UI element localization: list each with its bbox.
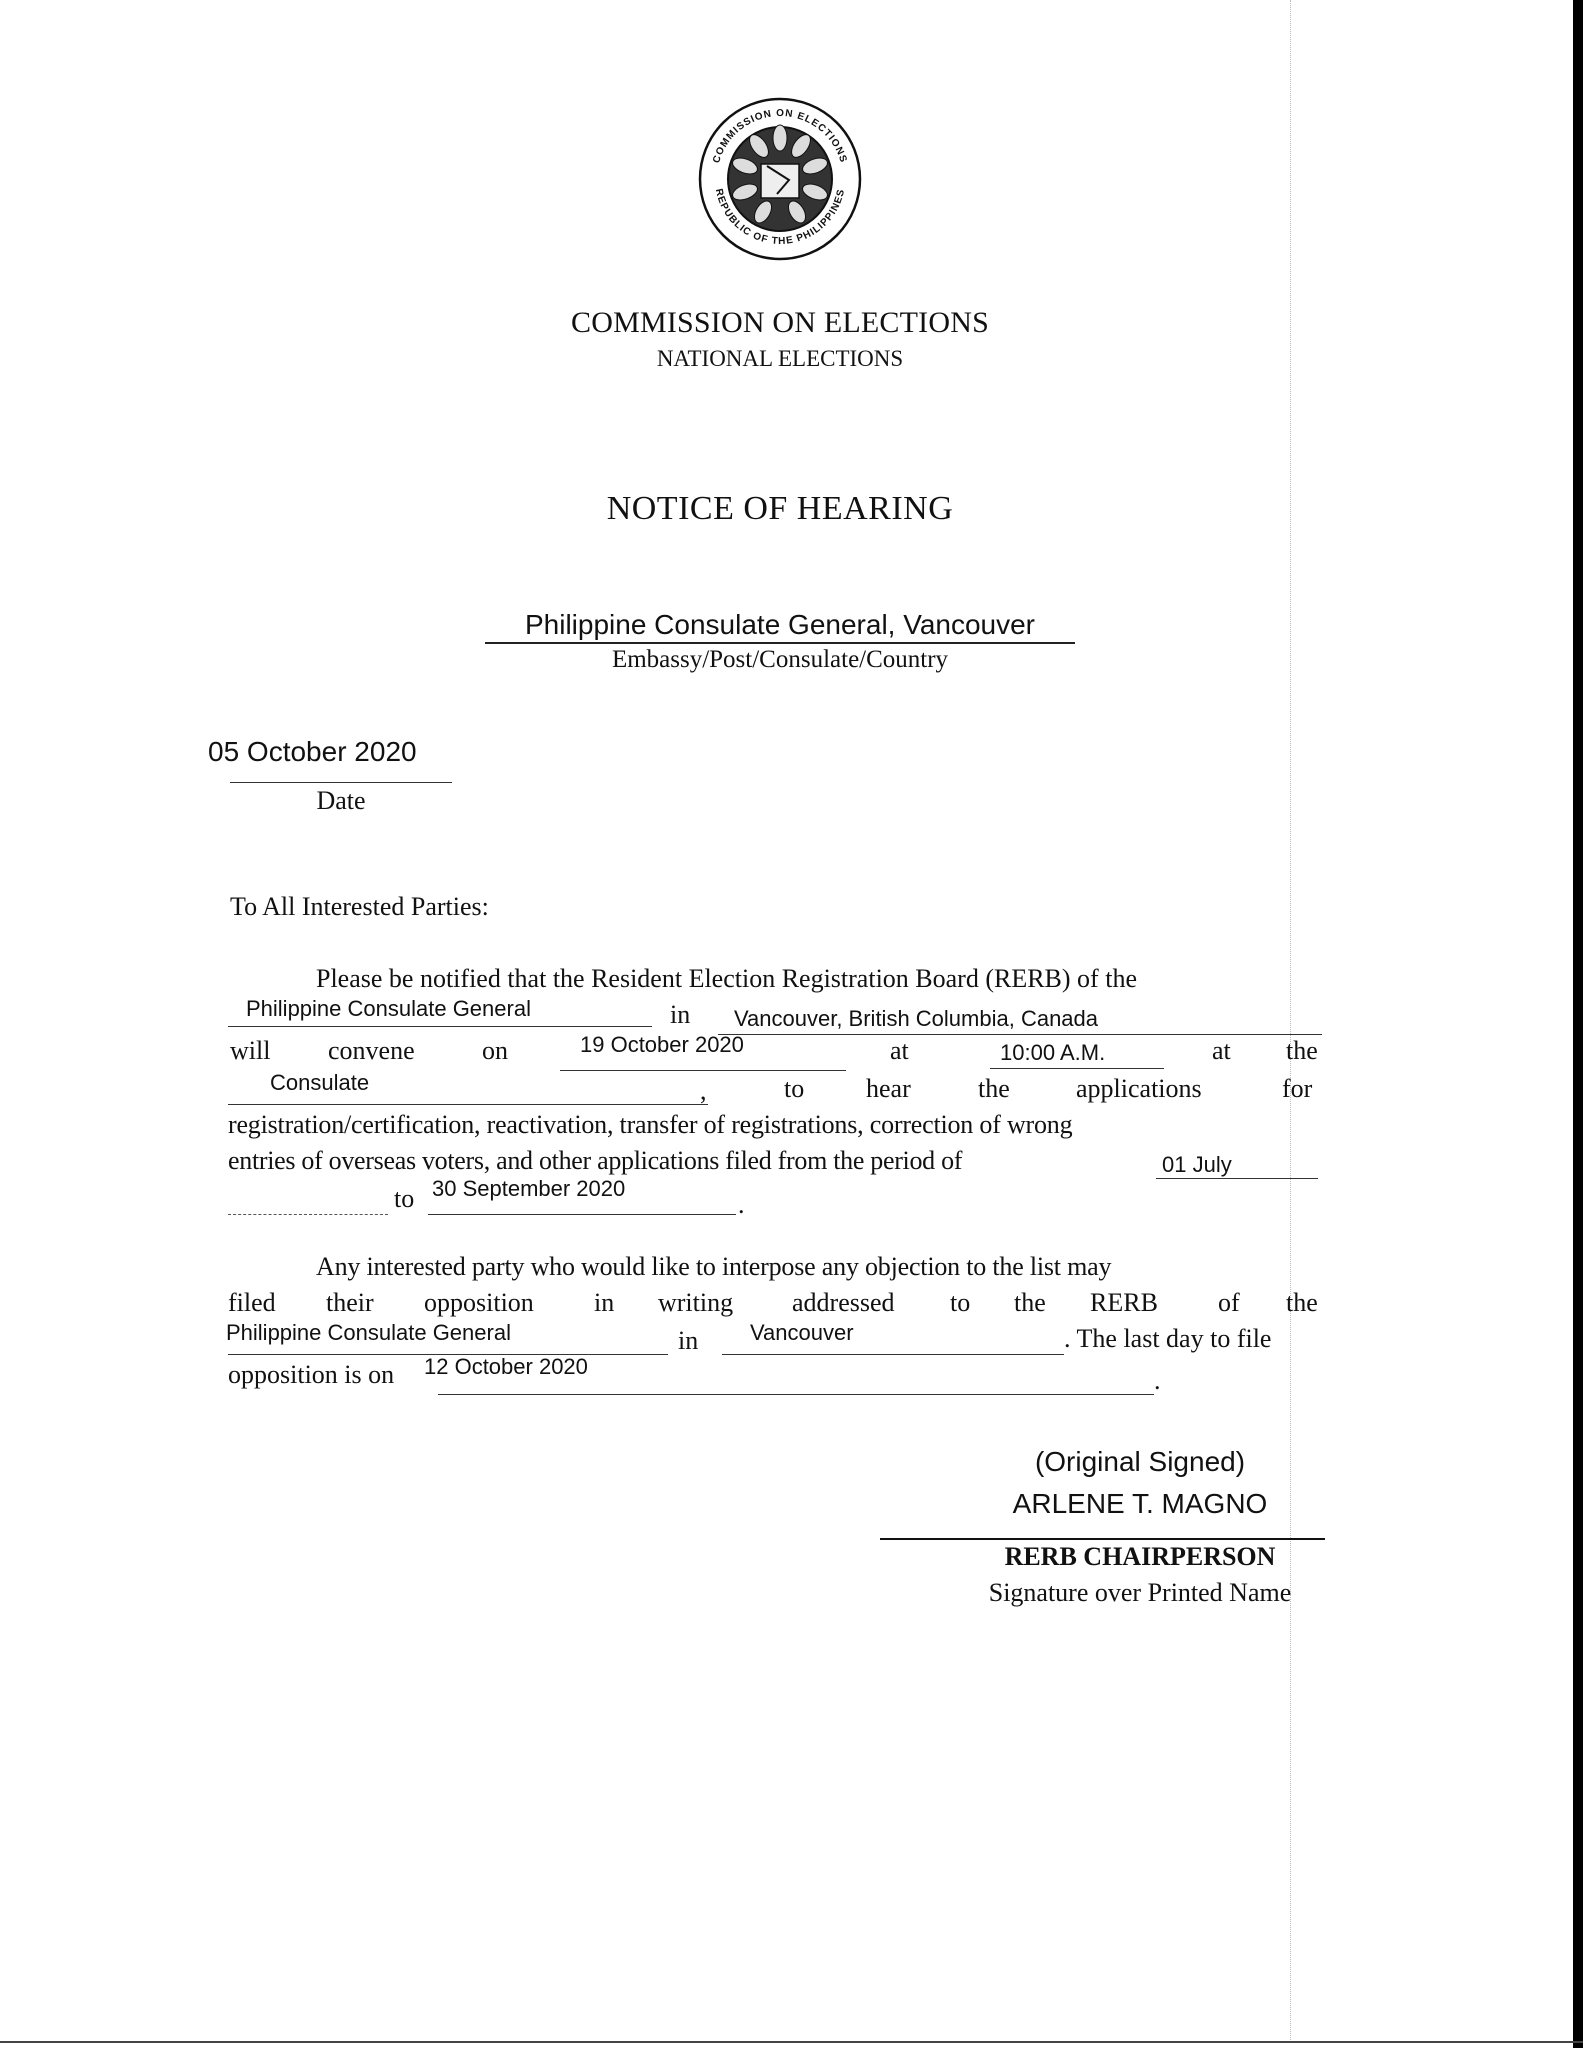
- period-end-dot: .: [738, 1190, 745, 1219]
- header-subtitle: NATIONAL ELECTIONS: [656, 346, 904, 371]
- date-value: 05 October 2020: [208, 736, 417, 767]
- venue-underline: [228, 1104, 708, 1105]
- hearing-time-fill: 10:00 A.M.: [1000, 1040, 1106, 1065]
- word-will: will: [230, 1036, 271, 1065]
- word-addressed: addressed: [792, 1288, 895, 1317]
- opposition-text: opposition is on: [228, 1360, 395, 1389]
- venue-comma: ,: [700, 1076, 707, 1105]
- period-start-underline-cont: [228, 1214, 388, 1215]
- post-label: Embassy/Post/Consulate/Country: [611, 646, 949, 673]
- word-the-3: the: [1014, 1288, 1046, 1317]
- hearing-date-fill: 19 October 2020: [580, 1032, 744, 1057]
- header-title: COMMISSION ON ELECTIONS: [571, 306, 989, 339]
- word-to: to: [784, 1074, 805, 1103]
- word-the-4: the: [1286, 1288, 1318, 1317]
- deadline-dot: .: [1154, 1366, 1161, 1395]
- svg-text:REPUBLIC OF THE PHILIPPINES: REPUBLIC OF THE PHILIPPINES: [712, 187, 848, 248]
- period-start-fill: 01 July: [1162, 1152, 1232, 1177]
- word-to-2: to: [950, 1288, 971, 1317]
- period-end-fill: 30 September 2020: [432, 1176, 626, 1201]
- opposition-post-fill: Philippine Consulate General: [226, 1320, 511, 1345]
- paragraph1-line1: Please be notified that the Resident Election Registration Board (RERB) of the: [316, 964, 1137, 993]
- rerb-post-fill: Philippine Consulate General: [246, 996, 531, 1021]
- signature-label: Signature over Printed Name: [988, 1578, 1292, 1607]
- word-their: their: [326, 1288, 374, 1317]
- word-rerb: RERB: [1090, 1288, 1158, 1317]
- paragraph2-line1: Any interested party who would like to interpose any objection to the list may: [316, 1252, 1112, 1281]
- svg-text:COMMISSION ON ELECTIONS: COMMISSION ON ELECTIONS: [711, 107, 849, 165]
- word-the: the: [1286, 1036, 1318, 1065]
- salutation: To All Interested Parties:: [230, 892, 489, 921]
- paragraph1-line5: registration/certification, reactivation, transfer of registrations, correction of wrong: [228, 1110, 1073, 1139]
- scan-bottom-edge: [0, 2041, 1583, 2043]
- word-at-1: at: [890, 1036, 909, 1065]
- word-in: in: [670, 1000, 691, 1029]
- word-filed: filed: [228, 1288, 276, 1317]
- word-of: of: [1218, 1288, 1240, 1317]
- word-in-3: in: [678, 1326, 699, 1355]
- word-opposition: opposition: [424, 1288, 534, 1317]
- location-underline: [718, 1034, 1322, 1035]
- venue-fill: Consulate: [270, 1070, 370, 1095]
- word-writing: writing: [658, 1288, 734, 1317]
- opposition-city-fill: Vancouver: [750, 1320, 854, 1345]
- opposition-city-underline: [722, 1354, 1064, 1355]
- paragraph1-line6: entries of overseas voters, and other applications filed from the period of: [228, 1146, 963, 1175]
- signatory-name: ARLENE T. MAGNO: [1012, 1488, 1268, 1519]
- notice-title: NOTICE OF HEARING: [606, 490, 954, 527]
- signatory-role: RERB CHAIRPERSON: [1004, 1542, 1276, 1571]
- word-the-2: the: [978, 1074, 1010, 1103]
- word-applications: applications: [1076, 1074, 1202, 1103]
- date-label: Date: [316, 786, 366, 815]
- location-fill: Vancouver, British Columbia, Canada: [734, 1006, 1099, 1031]
- rerb-post-underline: [228, 1026, 652, 1027]
- word-convene: convene: [328, 1036, 415, 1065]
- word-in-2: in: [594, 1288, 615, 1317]
- comelec-seal-icon: [697, 96, 863, 262]
- word-hear: hear: [866, 1074, 911, 1103]
- post-name-field: Philippine Consulate General, Vancouver: [485, 608, 1075, 644]
- signature-line: [880, 1538, 1325, 1540]
- period-start-underline: [1156, 1178, 1318, 1179]
- word-to-period: to: [394, 1184, 415, 1213]
- word-at-2: at: [1212, 1036, 1231, 1065]
- period-end-underline: [428, 1214, 736, 1215]
- date-underline: [230, 782, 452, 783]
- word-on: on: [482, 1036, 508, 1065]
- deadline-fill: 12 October 2020: [424, 1354, 588, 1379]
- signature-status: (Original Signed): [1034, 1446, 1246, 1477]
- hearing-date-underline: [560, 1070, 846, 1071]
- word-for: for: [1282, 1074, 1313, 1103]
- hearing-time-underline: [990, 1068, 1164, 1069]
- scan-edge: [1573, 0, 1583, 2048]
- last-day-text: . The last day to file: [1064, 1324, 1272, 1353]
- deadline-underline: [438, 1394, 1154, 1395]
